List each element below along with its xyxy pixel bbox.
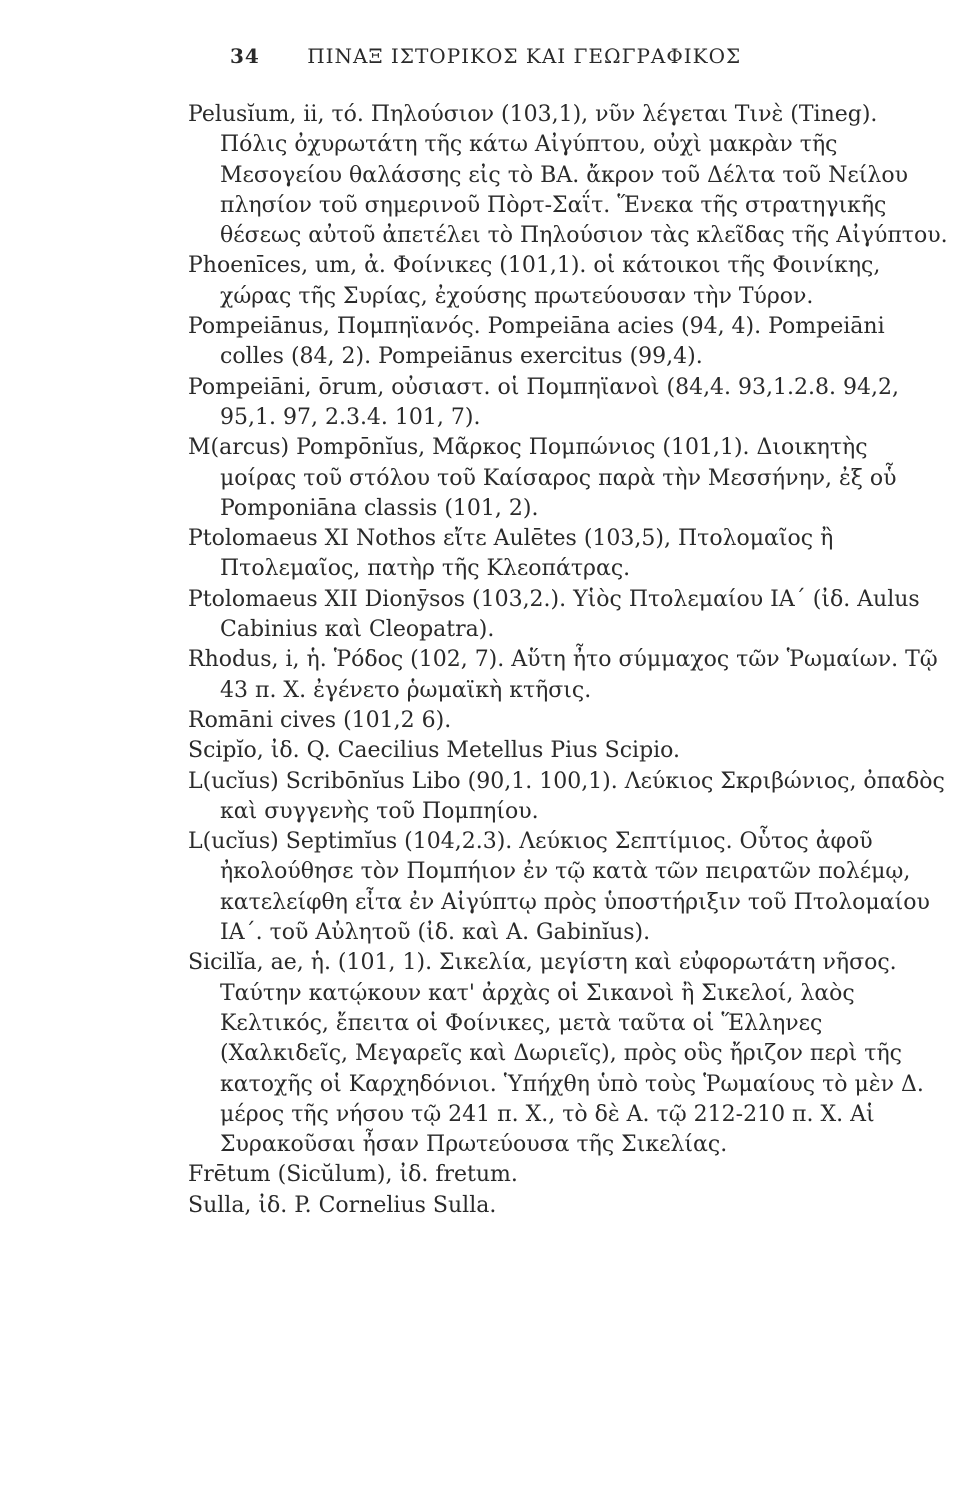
index-entry-ptolomaeus-xii: Ptolomaeus XII Dionȳsos (103,2.). Υἱὸς Πτολεμαίου ΙΑ΄ (ἰδ. Aulus Cabinius καὶ Cleopatra).: [188, 586, 920, 643]
index-entry-pomponius: M(arcus) Pompōnĭus, Μᾶρκος Πομπώνιος (101,1). Διοικητὴς μοίρας τοῦ στόλου τοῦ Καίσαρος παρὰ τὴν Μεσσήνην, ἐξ οὗ Pomponiāna classis (101, 2).: [188, 435, 897, 521]
running-header: [230, 44, 830, 68]
index-entry-fretum: Frētum (Sicŭlum), ἰδ. fretum.: [188, 1162, 518, 1188]
index-entry-scribonius: L(ucĭus) Scribōnĭus Libo (90,1. 100,1). Λεύκιος Σκριβώνιος, ὀπαδὸς καὶ συγγενὴς τοῦ Πομπηίου.: [188, 768, 945, 824]
page-number: 34: [230, 44, 260, 68]
index-entry-pompeianus: Pompeiānus, Πομπηϊανός. Pompeiāna acies (94, 4). Pompeiāni colles (84, 2). Pompeiānus exercitus (99,4).: [188, 314, 885, 370]
index-entries: [188, 100, 948, 1221]
index-entry-pelusium: Pelusĭum, ii, τό. Πηλούσιον (103,1), νῦν λέγεται Τινὲ (Tineg). Πόλις ὀχυρωτάτη τῆς κάτω Αἰγύπτου, οὐχὶ μακρὰν τῆς Μεσογείου θαλάσσης εἰς τὸ ΒΑ. ἄκρον τοῦ Δέλτα τοῦ Νείλου πλησίον τοῦ σημερινοῦ Πὸρτ-Σαΐτ. Ἕνεκα τῆς στρατηγικῆς θέσεως αὐτοῦ ἀπετέλει τὸ Πηλούσιον τὰς κλεῖδας τῆς Αἰγύπτου.: [188, 102, 948, 249]
index-entry-sulla: Sulla, ἰδ. P. Cornelius Sulla.: [188, 1192, 497, 1218]
running-title: ΠΙΝΑΞ ΙΣΤΟΡΙΚΟΣ ΚΑΙ ΓΕΩΓΡΑΦΙΚΟΣ: [307, 44, 742, 68]
index-entry-phoenices: Phoenīces, um, ἀ. Φοίνικες (101,1). οἱ κάτοικοι τῆς Φοινίκης, χώρας τῆς Συρίας, ἐχούσης πρωτεύουσαν τὴν Τύρον.: [188, 253, 881, 309]
index-entry-pompeiani: Pompeiāni, ōrum, οὐσιαστ. οἱ Πομπηϊανοὶ (84,4. 93,1.2.8. 94,2, 95,1. 97, 2.3.4. 101, 7).: [188, 374, 899, 430]
index-entry-romani-cives: Romāni cives (101,2 6).: [188, 707, 452, 733]
index-entry-scipio: Scipĭo, ἰδ. Q. Caecilius Metellus Pius Scipio.: [188, 738, 681, 764]
index-entry-rhodus: Rhodus, i, ἡ. Ῥόδος (102, 7). Αὕτη ἦτο σύμμαχος τῶν Ῥωμαίων. Τῷ 43 π. Χ. ἐγένετο ῥωμαϊκὴ κτῆσις.: [188, 647, 938, 703]
index-entry-ptolomaeus-xi: Ptolomaeus XI Nothos εἴτε Aulētes (103,5), Πτολομαῖος ἢ Πτολεμαῖος, πατὴρ τῆς Κλεοπάτρας.: [188, 526, 834, 582]
index-entry-septimius: L(ucĭus) Septimĭus (104,2.3). Λεύκιος Σεπτίμιος. Οὗτος ἀφοῦ ἠκολούθησε τὸν Πομπήιον ἐν τῷ κατὰ τῶν πειρατῶν πολέμῳ, κατελείφθη εἶτα ἐν Αἰγύπτῳ πρὸς ὑποστήριξιν τοῦ Πτολομαίου ΙΑ΄. τοῦ Αὐλητοῦ (ἰδ. καὶ A. Gabinĭus).: [188, 829, 930, 946]
index-entry-sicilia: Sicilĭa, ae, ἡ. (101, 1). Σικελία, μεγίστη καὶ εὐφορωτάτη νῆσος. Ταύτην κατῴκουν κατ' ἀρχὰς οἱ Σικανοὶ ἢ Σικελοί, λαὸς Κελτικός, ἔπειτα οἱ Φοίνικες, μετὰ ταῦτα οἱ Ἕλληνες (Χαλκιδεῖς, Μεγαρεῖς καὶ Δωριεῖς), πρὸς οὓς ἤριζον περὶ τῆς κατοχῆς οἱ Καρχηδόνιοι. Ὑπήχθη ὑπὸ τοὺς Ῥωμαίους τὸ μὲν Δ. μέρος τῆς νήσου τῷ 241 π. Χ., τὸ δὲ Α. τῷ 212-210 π. Χ. Αἱ Συρακοῦσαι ἦσαν Πρωτεύουσα τῆς Σικελίας.: [188, 950, 924, 1158]
